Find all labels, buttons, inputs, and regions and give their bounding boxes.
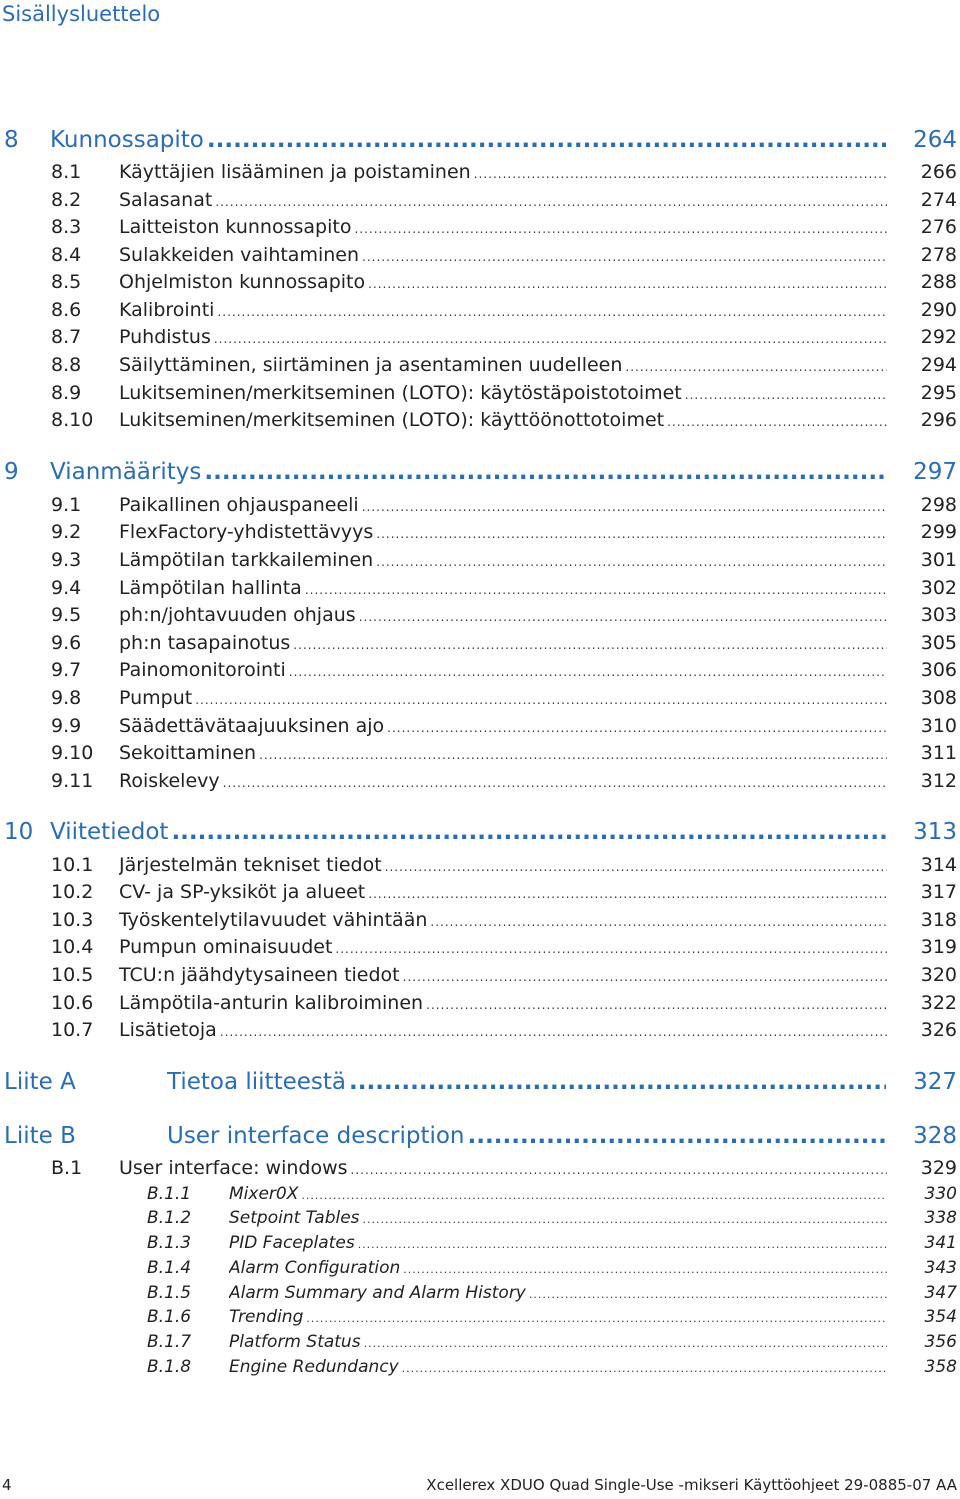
toc-entry[interactable] bbox=[0, 601, 960, 629]
toc-entry-number: B.1.6 bbox=[147, 1307, 192, 1327]
toc-entry-number: 9.10 bbox=[51, 742, 94, 764]
toc-entry-title-wrap bbox=[119, 491, 887, 521]
toc-entry-title-wrap bbox=[119, 961, 887, 991]
toc-dot-leader bbox=[368, 270, 887, 298]
toc-entry-title[interactable]: User interface: windows bbox=[119, 1154, 351, 1182]
toc-entry-title[interactable]: Vianmääritys bbox=[50, 457, 204, 487]
toc-entry-page: 314 bbox=[920, 854, 957, 876]
toc-dot-leader bbox=[363, 1207, 887, 1232]
toc-dot-leader bbox=[468, 1121, 886, 1151]
toc-entry-number: 8.2 bbox=[51, 189, 82, 211]
toc-entry-title[interactable]: Sulakkeiden vaihtaminen bbox=[119, 241, 362, 269]
toc-entry-title-wrap bbox=[119, 712, 887, 742]
toc-entry-number: 9.11 bbox=[51, 770, 94, 792]
toc-entry-number: B.1 bbox=[51, 1157, 83, 1179]
toc-entry-page: 303 bbox=[920, 604, 957, 626]
toc-entry-title[interactable]: Laitteiston kunnossapito bbox=[119, 213, 354, 241]
toc-entry[interactable] bbox=[0, 851, 960, 879]
toc-entry[interactable] bbox=[0, 241, 960, 269]
toc-entry-title[interactable]: Mixer0X bbox=[229, 1182, 301, 1207]
toc-dot-leader bbox=[362, 243, 887, 271]
toc-entry-number: 10.1 bbox=[51, 854, 94, 876]
toc-dot-leader bbox=[195, 686, 887, 714]
toc-entry-title-wrap bbox=[119, 1154, 887, 1184]
page-header-title: Sisällysluettelo bbox=[2, 2, 161, 26]
toc-dot-leader bbox=[293, 631, 887, 659]
toc-entry-title[interactable]: Lämpötilan hallinta bbox=[119, 574, 305, 602]
toc-entry-page: 354 bbox=[924, 1307, 957, 1327]
toc-entry-page: 327 bbox=[913, 1069, 957, 1095]
toc-entry-title[interactable]: TCU:n jäähdytysaineen tiedot bbox=[119, 961, 403, 989]
toc-entry[interactable] bbox=[0, 878, 960, 906]
toc-entry-page: 317 bbox=[920, 881, 957, 903]
toc-entry-title[interactable]: Kunnossapito bbox=[50, 125, 207, 155]
toc-entry-page: 290 bbox=[920, 299, 957, 321]
toc-dot-leader bbox=[204, 457, 886, 487]
toc-entry-page: 328 bbox=[913, 1123, 957, 1149]
toc-entry-title-wrap bbox=[119, 296, 887, 326]
toc-entry[interactable] bbox=[0, 817, 960, 847]
toc-entry-title-wrap bbox=[119, 518, 887, 548]
toc-entry-title-wrap bbox=[50, 457, 886, 487]
toc-dot-leader bbox=[426, 991, 887, 1019]
toc-entry-title[interactable]: PID Faceplates bbox=[229, 1231, 358, 1256]
toc-entry-page: 266 bbox=[920, 161, 957, 183]
toc-entry-page: 276 bbox=[920, 216, 957, 238]
toc-dot-leader bbox=[305, 576, 887, 604]
toc-entry-title-wrap bbox=[119, 989, 887, 1019]
toc-entry[interactable] bbox=[0, 574, 960, 602]
toc-dot-leader bbox=[171, 817, 886, 847]
toc-entry[interactable] bbox=[0, 1016, 960, 1044]
toc-entry-title-wrap bbox=[119, 546, 887, 576]
toc-entry-title[interactable]: Säädettävätaajuuksinen ajo bbox=[119, 712, 387, 740]
toc-entry-title-wrap bbox=[119, 629, 887, 659]
toc-entry-page: 305 bbox=[920, 632, 957, 654]
toc-entry-title-wrap bbox=[119, 739, 887, 769]
toc-entry-title[interactable]: Säilyttäminen, siirtäminen ja asentaminen uudelleen bbox=[119, 351, 625, 379]
toc-entry-page: 278 bbox=[920, 244, 957, 266]
toc-entry-title[interactable]: Kalibrointi bbox=[119, 296, 217, 324]
toc-entry-title-wrap bbox=[119, 406, 887, 436]
toc-entry-title[interactable]: Paikallinen ohjauspaneeli bbox=[119, 491, 362, 519]
toc-entry[interactable] bbox=[0, 1206, 960, 1231]
toc-entry-title[interactable]: Salasanat bbox=[119, 186, 215, 214]
toc-entry-title-wrap bbox=[119, 933, 887, 963]
toc-entry-number: 9.4 bbox=[51, 577, 82, 599]
toc-entry[interactable] bbox=[0, 379, 960, 407]
toc-entry-title[interactable]: Sekoittaminen bbox=[119, 739, 259, 767]
toc-entry[interactable] bbox=[0, 125, 960, 155]
toc-entry-title-wrap bbox=[119, 379, 887, 409]
toc-entry-title[interactable]: Lukitseminen/merkitseminen (LOTO): käyttöönottotoimet bbox=[119, 406, 667, 434]
toc-entry-title-wrap bbox=[229, 1182, 887, 1208]
toc-entry[interactable] bbox=[0, 351, 960, 379]
toc-entry[interactable] bbox=[0, 1281, 960, 1306]
toc-entry-title-wrap bbox=[229, 1281, 887, 1307]
toc-entry-title[interactable]: Setpoint Tables bbox=[229, 1206, 363, 1231]
toc-entry-title-wrap bbox=[229, 1355, 887, 1381]
toc-entry-number: 9.3 bbox=[51, 549, 82, 571]
toc-entry-title-wrap bbox=[119, 906, 887, 936]
toc-entry-title[interactable]: Lämpötilan tarkkaileminen bbox=[119, 546, 376, 574]
toc-entry-page: 347 bbox=[924, 1283, 957, 1303]
toc-entry-title[interactable]: User interface description bbox=[167, 1121, 468, 1151]
toc-entry-number: B.1.1 bbox=[147, 1184, 192, 1204]
toc-entry-title[interactable]: Puhdistus bbox=[119, 323, 214, 351]
toc-dot-leader bbox=[301, 1183, 887, 1208]
toc-dot-leader bbox=[335, 935, 887, 963]
toc-entry-number: 8.3 bbox=[51, 216, 82, 238]
toc-entry-page: 312 bbox=[920, 770, 957, 792]
toc-entry-title[interactable]: Lämpötila-anturin kalibroiminen bbox=[119, 989, 426, 1017]
toc-entry-number: 10.2 bbox=[51, 881, 94, 903]
toc-entry-title-wrap bbox=[119, 878, 887, 908]
toc-entry[interactable] bbox=[0, 712, 960, 740]
toc-dot-leader bbox=[368, 880, 887, 908]
toc-entry-page: 288 bbox=[920, 271, 957, 293]
toc-entry-page: 329 bbox=[920, 1157, 957, 1179]
toc-entry-page: 301 bbox=[920, 549, 957, 571]
toc-entry-page: 343 bbox=[924, 1258, 957, 1278]
toc-entry-number: 8.8 bbox=[51, 354, 82, 376]
toc-entry-page: 298 bbox=[920, 494, 957, 516]
toc-entry-number: 9.7 bbox=[51, 659, 82, 681]
toc-entry-title-wrap bbox=[119, 351, 887, 381]
toc-entry[interactable] bbox=[0, 158, 960, 186]
toc-entry[interactable] bbox=[0, 457, 960, 487]
toc-entry-title-wrap bbox=[119, 601, 887, 631]
toc-entry[interactable] bbox=[0, 518, 960, 546]
toc-dot-leader bbox=[685, 381, 887, 409]
toc-entry-number: 10 bbox=[4, 819, 34, 845]
toc-entry-title-wrap bbox=[119, 158, 887, 188]
toc-entry-title-wrap bbox=[119, 186, 887, 216]
toc-entry[interactable] bbox=[0, 767, 960, 795]
toc-dot-leader bbox=[207, 125, 886, 155]
toc-entry-number: B.1.3 bbox=[147, 1233, 192, 1253]
toc-entry[interactable] bbox=[0, 1231, 960, 1256]
toc-entry-title-wrap bbox=[229, 1206, 887, 1232]
toc-dot-leader bbox=[376, 548, 887, 576]
toc-entry-number: 10.4 bbox=[51, 936, 94, 958]
toc-dot-leader bbox=[217, 298, 887, 326]
toc-entry-number: 9.8 bbox=[51, 687, 82, 709]
toc-entry-number: 9.2 bbox=[51, 521, 82, 543]
toc-dot-leader bbox=[362, 493, 887, 521]
toc-entry[interactable] bbox=[0, 1355, 960, 1380]
toc-entry-title[interactable]: Käyttäjien lisääminen ja poistaminen bbox=[119, 158, 474, 186]
toc-dot-leader bbox=[474, 160, 887, 188]
toc-entry-title[interactable]: Ohjelmiston kunnossapito bbox=[119, 268, 368, 296]
toc-entry[interactable] bbox=[0, 1182, 960, 1207]
toc-entry-title[interactable]: Lisätietoja bbox=[119, 1016, 220, 1044]
toc-entry-title[interactable]: ph:n tasapainotus bbox=[119, 629, 293, 657]
toc-entry-number: B.1.8 bbox=[147, 1357, 192, 1377]
toc-entry-title-wrap bbox=[119, 656, 887, 686]
toc-entry-number: B.1.4 bbox=[147, 1258, 192, 1278]
toc-entry-number: Liite A bbox=[4, 1069, 76, 1095]
toc-dot-leader bbox=[403, 963, 887, 991]
toc-entry-number: 9.5 bbox=[51, 604, 82, 626]
toc-entry-page: 341 bbox=[924, 1233, 957, 1253]
toc-dot-leader bbox=[385, 853, 887, 881]
toc-entry-title-wrap bbox=[119, 851, 887, 881]
toc-dot-leader bbox=[306, 1306, 887, 1331]
toc-entry-title[interactable]: FlexFactory-yhdistettävyys bbox=[119, 518, 376, 546]
toc-entry[interactable] bbox=[0, 989, 960, 1017]
toc-entry-title[interactable]: CV- ja SP-yksiköt ja alueet bbox=[119, 878, 368, 906]
toc-entry-title-wrap bbox=[167, 1121, 886, 1151]
toc-entry-title-wrap bbox=[119, 213, 887, 243]
toc-entry-title-wrap bbox=[50, 817, 886, 847]
toc-entry-title-wrap bbox=[119, 268, 887, 298]
toc-dot-leader bbox=[289, 658, 887, 686]
toc-dot-leader bbox=[529, 1282, 887, 1307]
toc-entry-title[interactable]: Trending bbox=[229, 1305, 306, 1330]
toc-entry-number: 8.6 bbox=[51, 299, 82, 321]
toc-dot-leader bbox=[351, 1156, 887, 1184]
toc-entry-title-wrap bbox=[119, 767, 887, 797]
toc-entry-title-wrap bbox=[229, 1256, 887, 1282]
toc-entry-page: 297 bbox=[913, 459, 957, 485]
toc-entry-page: 310 bbox=[920, 715, 957, 737]
toc-dot-leader bbox=[359, 603, 887, 631]
toc-dot-leader bbox=[215, 188, 887, 216]
toc-entry-page: 320 bbox=[920, 964, 957, 986]
toc-entry-title[interactable]: Alarm Summary and Alarm History bbox=[229, 1281, 529, 1306]
toc-entry-title[interactable]: Pumpun ominaisuudet bbox=[119, 933, 335, 961]
toc-entry[interactable] bbox=[0, 491, 960, 519]
toc-entry-number: 9.6 bbox=[51, 632, 82, 654]
toc-entry-page: 356 bbox=[924, 1332, 957, 1352]
toc-entry[interactable] bbox=[0, 323, 960, 351]
toc-entry[interactable] bbox=[0, 1121, 960, 1151]
toc-entry-title-wrap bbox=[229, 1231, 887, 1257]
toc-dot-leader bbox=[214, 325, 887, 353]
toc-entry-page: 313 bbox=[913, 819, 957, 845]
toc-dot-leader bbox=[259, 741, 887, 769]
toc-entry[interactable] bbox=[0, 629, 960, 657]
toc-entry[interactable] bbox=[0, 268, 960, 296]
toc-entry-title[interactable]: Viitetiedot bbox=[50, 817, 171, 847]
toc-entry-title-wrap bbox=[229, 1305, 887, 1331]
toc-dot-leader bbox=[354, 215, 887, 243]
toc-entry-title[interactable]: ph:n/johtavuuden ohjaus bbox=[119, 601, 359, 629]
toc-entry-number: 8.10 bbox=[51, 409, 94, 431]
toc-entry-title[interactable]: Järjestelmän tekniset tiedot bbox=[119, 851, 385, 879]
toc-dot-leader bbox=[349, 1067, 886, 1097]
toc-entry-title[interactable]: Alarm Configuration bbox=[229, 1256, 403, 1281]
toc-entry[interactable] bbox=[0, 933, 960, 961]
toc-dot-leader bbox=[667, 408, 887, 436]
toc-entry[interactable] bbox=[0, 546, 960, 574]
toc-entry-page: 358 bbox=[924, 1357, 957, 1377]
toc-dot-leader bbox=[223, 769, 887, 797]
toc-entry-page: 264 bbox=[913, 127, 957, 153]
toc-entry-page: 299 bbox=[920, 521, 957, 543]
toc-entry-title-wrap bbox=[119, 241, 887, 271]
toc-dot-leader bbox=[358, 1232, 887, 1257]
footer-page-number: 4 bbox=[2, 1476, 12, 1494]
toc-entry-number: 8.4 bbox=[51, 244, 82, 266]
toc-entry-number: 10.7 bbox=[51, 1019, 94, 1041]
toc-entry-page: 295 bbox=[920, 382, 957, 404]
toc-entry-page: 306 bbox=[920, 659, 957, 681]
toc-entry-title-wrap bbox=[229, 1330, 887, 1356]
toc-dot-leader bbox=[430, 908, 887, 936]
toc-entry-title[interactable]: Lukitseminen/merkitseminen (LOTO): käytöstäpoistotoimet bbox=[119, 379, 685, 407]
footer-document-title: Xcellerex XDUO Quad Single-Use -mikseri Käyttöohjeet 29-0885-07 AA bbox=[426, 1476, 957, 1494]
toc-entry-number: 8.5 bbox=[51, 271, 82, 293]
toc-dot-leader bbox=[625, 353, 887, 381]
toc-entry-title-wrap bbox=[119, 574, 887, 604]
toc-entry-number: 8.9 bbox=[51, 382, 82, 404]
toc-entry-title[interactable]: Platform Status bbox=[229, 1330, 364, 1355]
toc-entry-title[interactable]: Painomonitorointi bbox=[119, 656, 289, 684]
toc-entry-page: 294 bbox=[920, 354, 957, 376]
toc-entry-title-wrap bbox=[119, 323, 887, 353]
toc-entry-title[interactable]: Tietoa liitteestä bbox=[167, 1067, 349, 1097]
toc-entry-number: 8.1 bbox=[51, 161, 82, 183]
toc-entry-page: 274 bbox=[920, 189, 957, 211]
toc-entry[interactable] bbox=[0, 406, 960, 434]
toc-entry[interactable] bbox=[0, 1256, 960, 1281]
toc-entry-page: 338 bbox=[924, 1208, 957, 1228]
toc-entry-page: 326 bbox=[920, 1019, 957, 1041]
toc-entry-page: 318 bbox=[920, 909, 957, 931]
toc-entry-number: B.1.5 bbox=[147, 1283, 192, 1303]
toc-entry-page: 308 bbox=[920, 687, 957, 709]
toc-entry-number: 10.6 bbox=[51, 992, 94, 1014]
toc-dot-leader bbox=[403, 1257, 887, 1282]
toc-entry-page: 296 bbox=[920, 409, 957, 431]
toc-entry-title[interactable]: Roiskelevy bbox=[119, 767, 223, 795]
toc-entry-title[interactable]: Työskentelytilavuudet vähintään bbox=[119, 906, 430, 934]
toc-entry[interactable] bbox=[0, 1330, 960, 1355]
toc-dot-leader bbox=[387, 714, 887, 742]
toc-entry[interactable] bbox=[0, 1305, 960, 1330]
toc-entry[interactable] bbox=[0, 739, 960, 767]
toc-entry[interactable] bbox=[0, 961, 960, 989]
toc-entry-number: 9.1 bbox=[51, 494, 82, 516]
toc-dot-leader bbox=[220, 1018, 887, 1046]
toc-entry-page: 330 bbox=[924, 1184, 957, 1204]
toc-entry[interactable] bbox=[0, 186, 960, 214]
toc-entry[interactable] bbox=[0, 656, 960, 684]
toc-entry-page: 302 bbox=[920, 577, 957, 599]
toc-entry-title-wrap bbox=[119, 684, 887, 714]
toc-entry-title[interactable]: Pumput bbox=[119, 684, 195, 712]
toc-entry-number: B.1.2 bbox=[147, 1208, 192, 1228]
toc-entry-number: B.1.7 bbox=[147, 1332, 192, 1352]
toc-entry-title[interactable]: Engine Redundancy bbox=[229, 1355, 402, 1380]
toc-dot-leader bbox=[364, 1331, 887, 1356]
toc-entry-title-wrap bbox=[50, 125, 886, 155]
toc-entry-page: 319 bbox=[920, 936, 957, 958]
toc-entry[interactable] bbox=[0, 1154, 960, 1182]
toc-entry-number: 8.7 bbox=[51, 326, 82, 348]
toc-entry-page: 311 bbox=[920, 742, 957, 764]
toc-entry-number: 9 bbox=[4, 459, 19, 485]
toc-entry-title-wrap bbox=[119, 1016, 887, 1046]
toc-entry-title-wrap bbox=[167, 1067, 886, 1097]
toc-entry[interactable] bbox=[0, 296, 960, 324]
toc-entry[interactable] bbox=[0, 1067, 960, 1097]
toc-entry-page: 292 bbox=[920, 326, 957, 348]
toc-entry[interactable] bbox=[0, 213, 960, 241]
toc-entry-number: Liite B bbox=[4, 1123, 76, 1149]
toc-entry[interactable] bbox=[0, 906, 960, 934]
toc-entry-number: 8 bbox=[4, 127, 19, 153]
toc-dot-leader bbox=[402, 1356, 887, 1381]
toc-dot-leader bbox=[376, 520, 887, 548]
toc-entry-number: 10.3 bbox=[51, 909, 94, 931]
toc-entry-number: 10.5 bbox=[51, 964, 94, 986]
toc-entry-page: 322 bbox=[920, 992, 957, 1014]
toc-entry[interactable] bbox=[0, 684, 960, 712]
toc-entry-number: 9.9 bbox=[51, 715, 82, 737]
